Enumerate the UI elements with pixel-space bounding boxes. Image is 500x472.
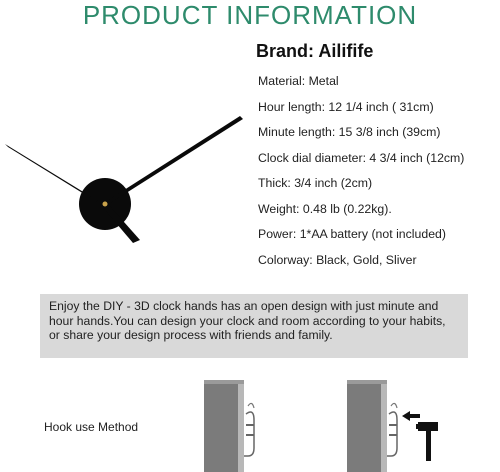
- spec-weight: Weight: 0.48 lb (0.22kg).: [258, 201, 392, 216]
- clock-hands-illustration: [0, 100, 250, 260]
- brand-heading: Brand: Ailifife: [256, 41, 374, 61]
- wall-panel-before: [204, 380, 244, 472]
- spec-hour-length: Hour length: 12 1/4 inch ( 31cm): [258, 99, 434, 114]
- center-pin: [103, 202, 108, 207]
- spec-material: Material: Metal: [258, 74, 339, 88]
- spec-colorway: Colorway: Black, Gold, Sliver: [258, 252, 417, 267]
- hammer-icon: [416, 422, 438, 461]
- wall-panel-after: [347, 380, 387, 472]
- spec-dial-diameter: Clock dial diameter: 4 3/4 inch (12cm): [258, 150, 465, 165]
- spec-power: Power: 1*AA battery (not included): [258, 227, 446, 241]
- hour-hand: [5, 144, 110, 210]
- description-box: [40, 294, 468, 358]
- hook-method-label: Hook use Method: [44, 420, 139, 434]
- spec-minute-length: Minute length: 15 3/8 inch (39cm): [258, 125, 441, 139]
- spec-thickness: Thick: 3/4 inch (2cm): [258, 176, 373, 190]
- left-arrow-icon: [402, 411, 420, 421]
- hook-icon-after: [387, 403, 397, 456]
- minute-hand: [104, 116, 243, 207]
- hook-method-diagram: [190, 376, 490, 472]
- page-title: PRODUCT INFORMATION: [82, 0, 418, 30]
- hook-icon-before: [244, 403, 254, 456]
- description-text: Enjoy the DIY - 3D clock hands has an open design with just minute and hour hands.You can design your clock and room according to your habits, or share your design process with friends and family.: [49, 299, 446, 343]
- spec-list: [258, 74, 464, 278]
